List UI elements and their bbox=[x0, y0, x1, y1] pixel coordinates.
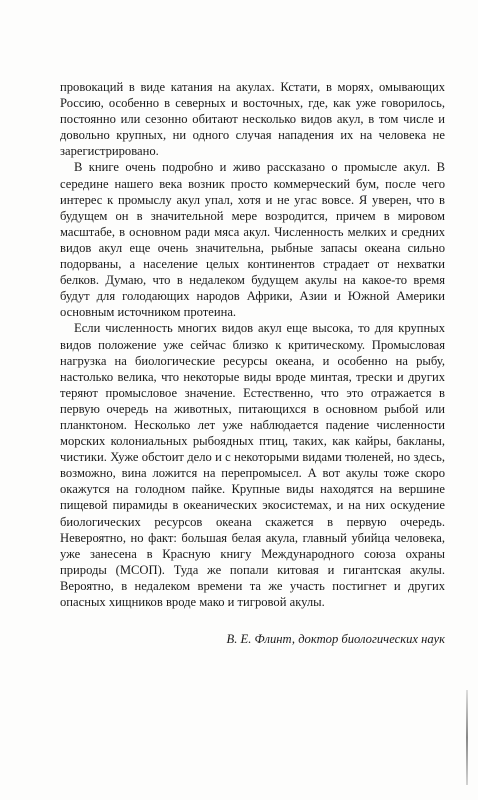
body-text bbox=[60, 79, 445, 610]
paragraph-3: Если численность многих видов акул еще высока, то для крупных видов положение уже сейчас близко к критическому. Промысловая нагрузка на биологические ресурсы океана, и особенно на рыбу, настолько велика, что некоторые виды вроде минтая, трески и других теряют промысловое значение. Естественно, что это отражается в первую очередь на животных, питающихся в основном рыбой или планктоном. Несколько лет уже наблюдается падение численности морских колониальных рыбоядных птиц, таких, как кайры, бакланы, чистики. Хуже обстоит дело и с некоторыми видами тюленей, но здесь, возможно, вина ложится на перепромысел. А вот акулы тоже скоро окажутся на голодном пайке. Крупные виды находятся на вершине пищевой пирамиды в океанических экосистемах, и на них оскудение биологических ресурсов океана скажется в первую очередь. Невероятно, но факт: большая белая акула, главный убийца человека, уже занесена в Красную книгу Международного союза охраны природы (МСОП). Туда же попали китовая и гигантская акулы. Вероятно, в недалеком времени та же участь постигнет и других опасных хищников вроде мако и тигровой акулы. bbox=[60, 321, 445, 609]
paragraph-1: провокаций в виде катания на акулах. Кстати, в морях, омывающих Россию, особенно в северных и восточных, где, как уже говорилось, постоянно или сезонно обитают несколько видов акул, в том числе и довольно крупных, ни одного случая нападения их на человека не зарегистрировано. bbox=[60, 80, 445, 159]
paragraph-2: В книге очень подробно и живо рассказано о промысле акул. В середине нашего века возник просто коммерческий бум, после чего интерес к промыслу акул упал, хотя и не угас вовсе. Я уверен, что в будущем он в значительной мере возродится, причем в мировом масштабе, в основном ради мяса акул. Численность мелких и средних видов акул еще очень значительна, рыбные запасы океана сильно подорваны, а население целых континентов страдает от нехватки белков. Думаю, что в недалеком будущем акулы на какое-то время будут для голодающих народов Африки, Азии и Южной Америки основным источником протеина. bbox=[60, 160, 445, 320]
page-edge-shadow bbox=[466, 690, 468, 785]
author-signature: В. Е. Флинт, доктор биологических наук bbox=[226, 632, 445, 646]
